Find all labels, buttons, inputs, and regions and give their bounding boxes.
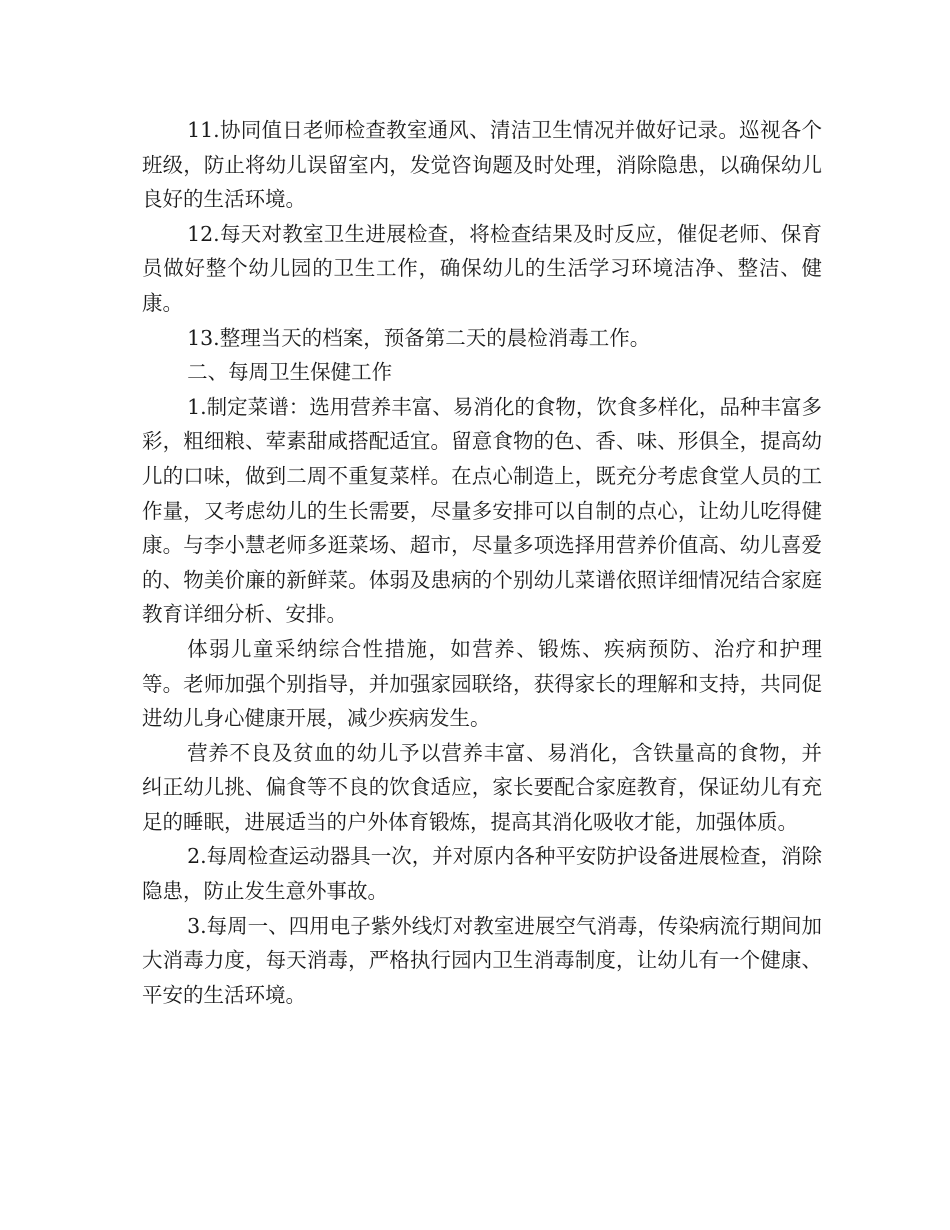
paragraph-malnutrition: 营养不良及贫血的幼儿予以营养丰富、易消化，含铁量高的食物，并纠正幼儿挑、偏食等不良的饮食适应，家长要配合家庭教育，保证幼儿有充足的睡眠，进展适当的户外体育锻炼，提高其消化吸收才能，加强体质。 bbox=[142, 740, 822, 834]
document-body bbox=[142, 113, 822, 1012]
section-heading-weekly: 二、每周卫生保健工作 bbox=[187, 360, 393, 385]
paragraph-item-12: 12.每天对教室卫生进展检查，将检查结果及时反应，催促老师、保育员做好整个幼儿园的卫生工作，确保幼儿的生活学习环境洁净、整洁、健康。 bbox=[142, 221, 822, 315]
paragraph-item-1-menu: 1.制定菜谱：选用营养丰富、易消化的食物，饮食多样化，品种丰富多彩，粗细粮、荤素甜咸搭配适宜。留意食物的色、香、味、形俱全，提高幼儿的口味，做到二周不重复菜样。在点心制造上，既充分考虑食堂人员的工作量，又考虑幼儿的生长需要，尽量多安排可以自制的点心，让幼儿吃得健康。与李小慧老师多逛菜场、超市，尽量多项选择用营养价值高、幼儿喜爱的、物美价廉的新鲜菜。体弱及患病的个别幼儿菜谱依照详细情况结合家庭教育详细分析、安排。 bbox=[142, 394, 822, 627]
paragraph-item-13: 13.整理当天的档案，预备第二天的晨检消毒工作。 bbox=[187, 325, 651, 350]
paragraph-item-3-disinfection: 3.每周一、四用电子紫外线灯对教室进展空气消毒，传染病流行期间加大消毒力度，每天消毒，严格执行园内卫生消毒制度，让幼儿有一个健康、平安的生活环境。 bbox=[142, 913, 822, 1007]
paragraph-weak-children: 体弱儿童采纳综合性措施，如营养、锻炼、疾病预防、治疗和护理等。老师加强个别指导，并加强家园联络，获得家长的理解和支持，共同促进幼儿身心健康开展，减少疾病发生。 bbox=[142, 636, 822, 731]
paragraph-item-2-equipment: 2.每周检查运动器具一次，并对原内各种平安防护设备进展检查，消除隐患，防止发生意外事故。 bbox=[142, 844, 822, 904]
paragraph-item-11: 11.协同值日老师检查教室通风、清洁卫生情况并做好记录。巡视各个班级，防止将幼儿误留室内，发觉咨询题及时处理，消除隐患，以确保幼儿良好的生活环境。 bbox=[142, 118, 822, 212]
